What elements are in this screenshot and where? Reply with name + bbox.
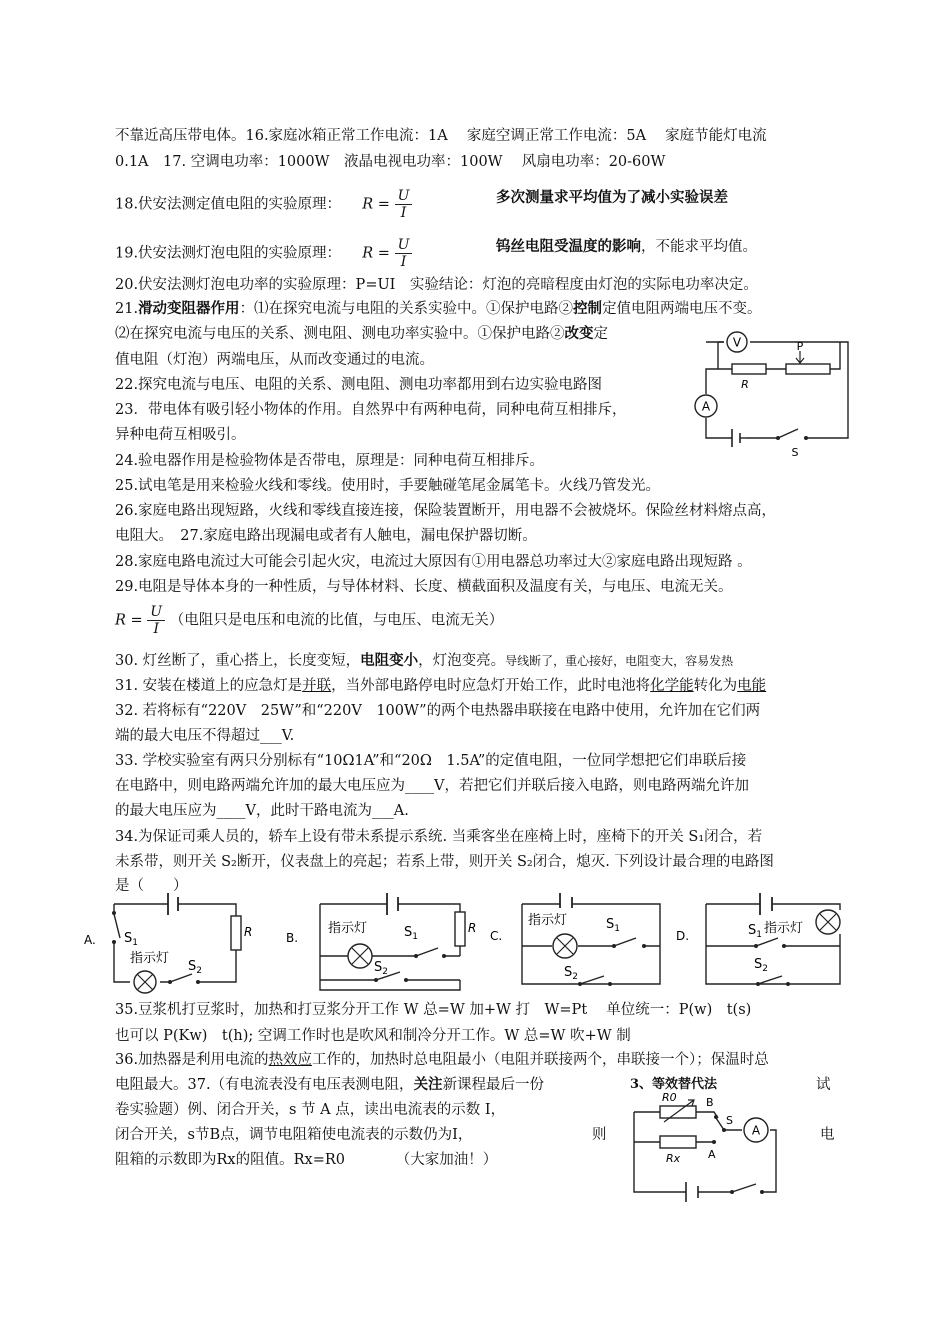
l31a: 31. 安装在楼道上的应急灯是 [115, 678, 303, 694]
substitution-circuit [622, 1090, 792, 1205]
line-21 [115, 299, 762, 319]
option-c-circuit [484, 880, 674, 1000]
option-d-lamp-label: 指示灯 [764, 921, 804, 936]
line-26: 26.家庭电路出现短路，火线和零线直接连接，保险装置断开，用电器不会被烧坏。保险丝材料熔点高， [115, 503, 777, 519]
method-heading: 3、等效替代法 [630, 1077, 718, 1092]
contact-a-label: A [708, 1148, 716, 1161]
line-33: 33. 学校实验室有两只分别标有“10Ω1A”和“20Ω 1.5A”的定值电阻，一位同学想把它们串联后接 [115, 753, 747, 769]
line-37b-dian: 电 [820, 1127, 835, 1143]
option-c-s2-label: $S_2$ [564, 965, 578, 982]
ammeter-label: A [701, 399, 711, 414]
l21h: 定 [593, 326, 608, 342]
line-20: 20.伏安法测灯泡电功率的实验原理：P=UI 实验结论：灯泡的亮暗程度由灯泡的实际电功率决定。 [115, 277, 758, 293]
line-37b: 闭合开关，s节B点，调节电阻箱使电流表的示数仍为I， [115, 1127, 473, 1143]
formula-lhs: R = [115, 612, 143, 629]
line-22: 22.探究电流与电压、电阻的关系、测电阻、测电功率都用到右边实验电路图 [115, 377, 603, 393]
line-29: 29.电阻是导体本身的一种性质，与导体材料、长度、横截面积及温度有关，与电压、电流无关。 [115, 579, 733, 595]
switch-symbol [778, 429, 798, 438]
line-17: 0.1A 17. 空调电功率：1000W 液晶电视电功率：100W 风扇电功率：20-60W [115, 154, 666, 170]
line-25: 25.试电笔是用来检验火线和零线。使用时，手要触碰笔尾金属笔卡。火线乃管发光。 [115, 478, 661, 494]
line-34b: 未系带，则开关 S₂断开，仪表盘上的亮起；若系上带，则开关 S₂闭合，熄灭. 下列设计最合理的电路图 [115, 854, 774, 870]
option-b-r-label: R [468, 921, 477, 935]
formula-lhs: R = [362, 196, 390, 213]
line-19-tail: ，不能求平均值。 [641, 239, 757, 255]
line-31 [115, 676, 766, 696]
r0-label: R0 [662, 1091, 677, 1104]
line-36b [115, 1075, 544, 1095]
line-19-note [496, 237, 757, 257]
line-37: 卷实验题）例、闭合开关，s 节 A 点，读出电流表的示数 I， [115, 1102, 506, 1118]
formula-lhs: R = [362, 245, 390, 262]
line-33c: 的最大电压应为____V，此时干路电流为___A. [115, 803, 409, 819]
l31c: ，当外部电路停电时应急灯开始工作，此时电池将 [331, 678, 651, 694]
switch-s-label: S [726, 1114, 733, 1127]
line-23b: 异种电荷互相吸引。 [115, 427, 246, 443]
l21d: 控制 [573, 300, 603, 317]
l36a1: 36.加热器是利用电流的 [115, 1052, 269, 1068]
l36b3: 新课程最后一份 [442, 1077, 545, 1093]
option-a-switch1 [114, 914, 120, 938]
voltmeter-label: V [732, 335, 742, 350]
line-32b: 端的最大电压不得超过___V. [115, 728, 295, 744]
option-d-battery [760, 893, 772, 915]
l21e: 定值电阻两端电压不变。 [602, 301, 762, 317]
l31b: 并联 [302, 678, 332, 694]
line-34c: 是（ ） [115, 878, 188, 894]
formula-numerator: U [395, 237, 413, 254]
option-a-circuit [80, 880, 260, 995]
line-28: 28.家庭电路电流过大可能会引起火灾，电流过大原因有①用电器总功率过大②家庭电路出现短路 。 [115, 554, 752, 570]
l21c: ：⑴在探究电流与电阻的关系实验中。①保护电路② [239, 301, 574, 317]
line-33b: 在电路中，则电路两端允许加的最大电压应为____V，若把它们并联后接入电路，则电路两端允许加 [115, 778, 749, 794]
option-b-lamp-label: 指示灯 [328, 921, 368, 936]
line-21b [115, 324, 608, 344]
option-d-switch2 [758, 976, 782, 984]
option-a-r-label: R [244, 925, 253, 939]
option-a-lamp-label: 指示灯 [130, 951, 170, 966]
option-c-s1-label: $S_1$ [606, 917, 620, 934]
line-36 [115, 1050, 769, 1070]
experiment-circuit-diagram [670, 325, 860, 465]
l36a3: 工作的，加热时总电阻最小（电阻并联接两个，串联接一个）；保温时总 [312, 1052, 769, 1068]
option-d-circuit [672, 880, 862, 1000]
option-c-switch2 [580, 976, 604, 984]
rx-label: Rx [666, 1152, 681, 1165]
ammeter-label: A [751, 1123, 761, 1138]
l36b1: 电阻最大。37.（有电流表没有电压表测电阻， [115, 1077, 414, 1093]
main-switch [732, 1184, 756, 1192]
option-b-s1-label: $S_1$ [404, 925, 418, 942]
contact-b-label: B [706, 1096, 714, 1109]
l36a2: 热效应 [268, 1052, 313, 1068]
line-18-note: 多次测量求平均值为了减小实验误差 [496, 189, 728, 206]
resistor-label: R [741, 378, 749, 391]
formula-numerator: U [147, 604, 165, 621]
battery-symbol [732, 429, 740, 447]
option-b-battery [387, 893, 398, 915]
formula-numerator: U [395, 188, 413, 205]
line-21c: 值电阻（灯泡）两端电压，从而改变通过的电流。 [115, 352, 434, 368]
battery-symbol [686, 1182, 698, 1202]
option-b-circuit [282, 880, 482, 1000]
option-c-letter: C. [490, 929, 503, 943]
line-19-bold: 钨丝电阻受温度的影响 [496, 238, 641, 255]
formula-denominator: I [400, 254, 407, 270]
option-b-s2-label: $S_2$ [374, 960, 388, 977]
option-d-letter: D. [676, 929, 690, 943]
option-b-switch1 [416, 948, 438, 956]
line-26b: 电阻大。 27.家庭电路出现漏电或者有人触电，漏电保护器切断。 [115, 528, 537, 544]
slider-label: P [796, 340, 804, 353]
l21g: 改变 [564, 325, 594, 342]
line-18-text: 18.伏安法测定值电阻的实验原理： [115, 196, 342, 213]
option-d-s2-label: $S_2$ [754, 957, 768, 974]
option-a-switch2 [170, 974, 192, 982]
switch-label: S [791, 446, 799, 459]
line-29-note: （电阻只是电压和电流的比值，与电压、电流无关） [169, 612, 504, 629]
rheostat [786, 364, 830, 374]
l30a: 30. 灯丝断了，重心搭上，长度变短， [115, 653, 361, 669]
l21a: 21. [115, 301, 139, 317]
formula-denominator: I [400, 205, 407, 221]
option-b-resistor [455, 912, 465, 946]
formula-fraction [395, 188, 413, 221]
single-pole-switch [716, 1118, 724, 1130]
line-30 [115, 651, 733, 671]
line-35b: 也可以 P(Kw) t(h); 空调工作时也是吹风和制冷分开工作。W 总=W 吹+W 制 [115, 1028, 631, 1044]
l21b: 滑动变阻器作用 [138, 300, 240, 317]
l31f: 电能 [737, 678, 767, 694]
l31e: 转化为 [693, 678, 738, 694]
line-16: 不靠近高压带电体。16.家庭冰箱正常工作电流：1A 家庭空调正常工作电流：5A 家庭节能灯电流 [115, 128, 767, 144]
l30d: 导线断了，重心接好，电阻变大，容易发热 [505, 654, 734, 668]
line-18 [115, 188, 412, 221]
option-a-s1-label: $S_1$ [124, 931, 138, 948]
option-b-letter: B. [286, 931, 299, 945]
l30c: ，灯泡变亮。 [418, 653, 506, 669]
line-35: 35.豆浆机打豆浆时，加热和打豆浆分开工作 W 总=W 加+W 打 W=Pt 单位统一：P(w) t(s) [115, 1002, 752, 1018]
line-37c: 阻箱的示数即为Rx的阻值。Rx=R0 （大家加油！） [115, 1152, 498, 1168]
l36b2: 关注 [413, 1076, 443, 1093]
option-a-s2-label: $S_2$ [188, 959, 202, 976]
line-34: 34.为保证司乘人员的，轿车上设有带未系提示系统. 当乘客坐在座椅上时，座椅下的开关 S₁闭合，若 [115, 829, 763, 845]
option-a-battery [168, 893, 178, 915]
resistor-rx [660, 1136, 696, 1148]
formula-fraction [147, 604, 165, 637]
line-32: 32. 若将标有“220V 25W”和“220V 100W”的两个电热器串联接在电路中使用，允许加在它们两 [115, 703, 761, 719]
formula-denominator: I [153, 621, 159, 637]
line-29-formula [115, 604, 503, 637]
l30b: 电阻变小 [360, 652, 419, 669]
option-a-letter: A. [84, 933, 96, 947]
line-23: 23．带电体有吸引轻小物体的作用。自然界中有两种电荷，同种电荷互相排斥， [115, 402, 627, 418]
option-c-switch1 [614, 938, 636, 946]
l21f: ⑵在探究电流与电压的关系、测电阻、测电功率实验中。①保护电路② [115, 326, 565, 342]
option-d-s1-label: $S_1$ [748, 923, 762, 940]
line-19 [115, 237, 412, 270]
line-24: 24.验电器作用是检验物体是否带电，原理是：同种电荷互相排斥。 [115, 453, 545, 469]
resistor-r [732, 364, 766, 374]
line-37b-ze: 则 [592, 1127, 607, 1143]
l31d: 化学能 [650, 678, 694, 694]
formula-fraction [395, 237, 413, 270]
option-a-resistor [231, 916, 241, 950]
line-19-text: 19.伏安法测灯泡电阻的实验原理： [115, 245, 342, 262]
line-36b-tail: 试 [816, 1077, 831, 1093]
option-c-lamp-label: 指示灯 [528, 913, 568, 928]
